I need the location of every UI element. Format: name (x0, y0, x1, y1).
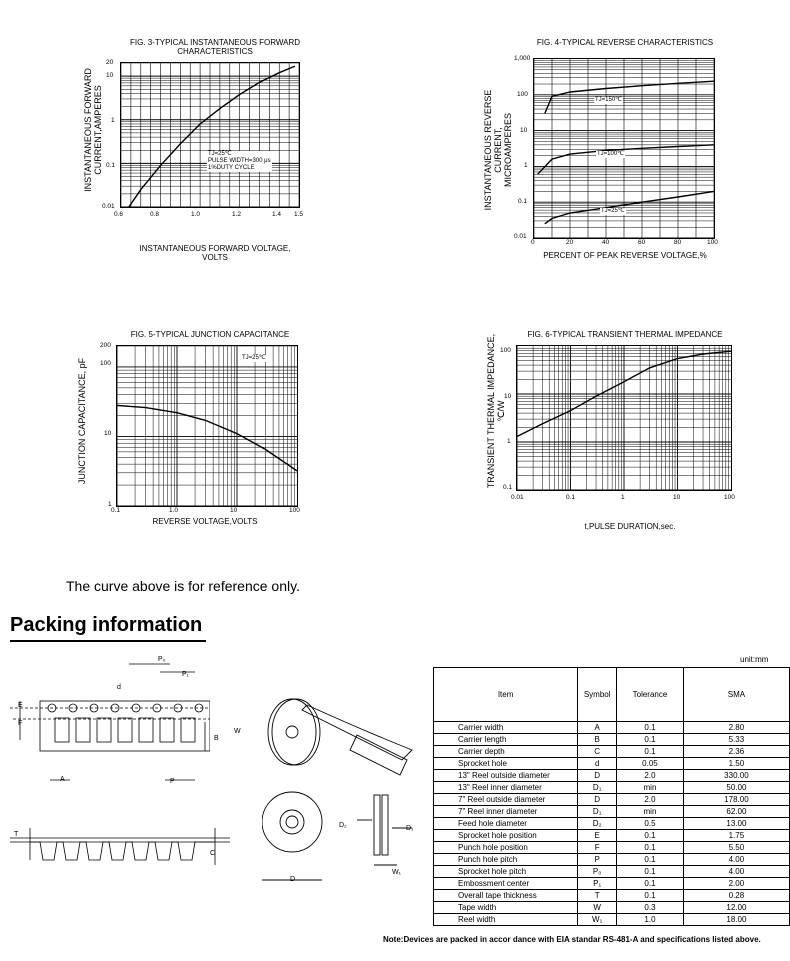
item-cell: 13" Reel inner diameter (434, 782, 578, 794)
fig5-plot (116, 345, 298, 507)
symbol-cell: E (578, 830, 617, 842)
sma-cell: 1.50 (683, 758, 789, 770)
fig6-xlabel: t,PULSE DURATION,sec. (584, 522, 676, 531)
tape-pocket (76, 718, 90, 742)
fig4-note-150: TJ=150℃ (595, 97, 622, 103)
item-cell: Reel width (434, 914, 578, 926)
fig3-ytick: 10 (106, 72, 114, 79)
sma-cell: 13.00 (683, 818, 789, 830)
fig6-ytick: 0.1 (503, 484, 513, 491)
fig4-ytick: 1,000 (514, 55, 531, 62)
table-row (434, 914, 790, 926)
tape-pocket (118, 718, 132, 742)
item-cell: Sprocket hole position (434, 830, 578, 842)
table-row (434, 734, 790, 746)
dim-t-label: T (14, 831, 19, 838)
symbol-cell: P (578, 854, 617, 866)
fig4-xtick: 80 (674, 239, 682, 246)
sma-cell: 5.50 (683, 842, 789, 854)
table-row (434, 722, 790, 734)
tolerance-cell: 0.1 (617, 746, 684, 758)
item-cell: 13" Reel outside diameter (434, 770, 578, 782)
symbol-cell: P₁ (578, 878, 617, 890)
item-cell: Punch hole position (434, 842, 578, 854)
fig5-xlabel: REVERSE VOLTAGE,VOLTS (152, 517, 258, 526)
item-cell: Feed hole diameter (434, 818, 578, 830)
fig6-title: FIG. 6-TYPICAL TRANSIENT THERMAL IMPEDANCE (527, 330, 723, 339)
fig4-note-25: TJ=25℃ (601, 208, 625, 214)
item-cell: 7" Reel outside diameter (434, 794, 578, 806)
tolerance-cell: 0.1 (617, 830, 684, 842)
tape-side-view-drawing (10, 820, 230, 880)
item-cell: Carrier length (434, 734, 578, 746)
tape-top-view-drawing (10, 650, 210, 790)
fig3-title: FIG. 3-TYPICAL INSTANTANEOUS FORWARD CHARACTERISTICS (129, 38, 301, 56)
packing-footnote: Note:Devices are packed in accor dance with EIA standar RS-481-A and specifications listed above. (383, 935, 761, 944)
fig4-xtick: 100 (707, 239, 718, 246)
col-symbol-header: Symbol (578, 668, 617, 722)
table-row (434, 854, 790, 866)
fig3-xtick: 1.2 (232, 211, 242, 218)
fig3-xtick: 1.5 (294, 211, 304, 218)
sma-cell: 0.28 (683, 890, 789, 902)
sma-cell: 62.00 (683, 806, 789, 818)
symbol-cell: P₀ (578, 866, 617, 878)
fig4-xtick: 60 (638, 239, 646, 246)
fig4-xtick: 40 (602, 239, 610, 246)
fig6-ytick: 10 (504, 393, 512, 400)
symbol-cell: F (578, 842, 617, 854)
fig4-xtick: 20 (566, 239, 574, 246)
table-row (434, 782, 790, 794)
fig5-svg (117, 346, 297, 506)
table-row (434, 818, 790, 830)
sma-cell: 50.00 (683, 782, 789, 794)
fig3-ytick: 0.01 (102, 203, 115, 210)
fig4-ytick: 0.01 (514, 233, 527, 240)
fig5-title: FIG. 5-TYPICAL JUNCTION CAPACITANCE (130, 330, 290, 339)
fig3-xtick: 0.8 (150, 211, 160, 218)
fig3-ytick: 1 (111, 117, 115, 124)
fig3-ytick: 20 (106, 59, 114, 66)
col-sma-header: SMA (683, 668, 789, 722)
dim-d1-label: D₁ (406, 825, 414, 832)
col-tolerance-header: Tolerance (617, 668, 684, 722)
fig5-xtick: 10 (230, 507, 238, 514)
tolerance-cell: 0.3 (617, 902, 684, 914)
fig6-ylabel: TRANSIENT THERMAL IMPEDANCE, ℃/W (486, 333, 506, 489)
packing-title-underline (10, 640, 206, 642)
col-item-header: Item (434, 668, 578, 722)
fig3-curve (129, 66, 295, 207)
dim-w1-label: W₁ (392, 869, 401, 876)
item-cell: 7" Reel inner diameter (434, 806, 578, 818)
fig6-plot (516, 345, 732, 491)
fig6-ytick: 1 (507, 438, 511, 445)
fig3-ylabel: INSTANTANEOUS FORWARD CURRENT,AMPERES (83, 68, 103, 192)
fig4-ytick: 1 (524, 162, 528, 169)
table-row (434, 830, 790, 842)
fig6-svg (517, 346, 731, 490)
fig6-xtick: 0.01 (511, 494, 524, 501)
table-row (434, 746, 790, 758)
fig5-ylabel: JUNCTION CAPACITANCE, pF (77, 357, 87, 485)
symbol-cell: D₁ (578, 806, 617, 818)
table-row (434, 890, 790, 902)
fig3-xtick: 0.6 (114, 211, 124, 218)
symbol-cell: A (578, 722, 617, 734)
fig6-xtick: 0.1 (566, 494, 576, 501)
tape-pocket (160, 718, 174, 742)
fig3-xtick: 1.0 (191, 211, 201, 218)
dim-e-label: E (18, 702, 23, 709)
tolerance-cell: 0.1 (617, 734, 684, 746)
dim-w-label: W (234, 728, 241, 735)
sma-cell: 2.36 (683, 746, 789, 758)
dim-p0-label: P₀ (158, 656, 166, 663)
tolerance-cell: 1.0 (617, 914, 684, 926)
fig4-ytick: 0.1 (518, 198, 528, 205)
fig4-ytick: 100 (517, 91, 528, 98)
sma-cell: 2.00 (683, 878, 789, 890)
tolerance-cell: 0.1 (617, 890, 684, 902)
item-cell: Sprocket hole (434, 758, 578, 770)
fig3-svg (121, 63, 299, 207)
table-row (434, 842, 790, 854)
fig5-ytick: 200 (100, 342, 111, 349)
sma-cell: 178.00 (683, 794, 789, 806)
packing-title: Packing information (10, 614, 203, 636)
fig4-ylabel: INSTANTANEOUS REVERSE CURRENT, MICROAMPERES (483, 89, 513, 211)
tape-pocket (97, 718, 111, 742)
table-row (434, 758, 790, 770)
tape-pocket (55, 718, 69, 742)
table-row (434, 794, 790, 806)
item-cell: Overall tape thickness (434, 890, 578, 902)
tolerance-cell: min (617, 782, 684, 794)
table-row (434, 902, 790, 914)
dim-p1-label: P₁ (182, 671, 190, 678)
fig3-xlabel: INSTANTANEOUS FORWARD VOLTAGE, VOLTS (139, 244, 291, 262)
item-cell: Carrier width (434, 722, 578, 734)
unit-label: unit:mm (740, 655, 769, 664)
sma-cell: 330.00 (683, 770, 789, 782)
fig5-ytick: 10 (104, 430, 112, 437)
symbol-cell: T (578, 890, 617, 902)
dim-d-reel-label: D (290, 876, 296, 883)
packing-spec-body (434, 722, 790, 926)
item-cell: Embossment center (434, 878, 578, 890)
tolerance-cell: 0.1 (617, 842, 684, 854)
table-row (434, 806, 790, 818)
table-header-row (434, 668, 790, 722)
fig6-ytick: 100 (500, 347, 511, 354)
tolerance-cell: 0.05 (617, 758, 684, 770)
table-row (434, 878, 790, 890)
symbol-cell: D₂ (578, 818, 617, 830)
fig5-ytick: 1 (108, 501, 112, 508)
fig4-xlabel: PERCENT OF PEAK REVERSE VOLTAGE,% (543, 251, 707, 260)
fig5-xtick: 1.0 (169, 507, 179, 514)
dim-d-label: d (117, 684, 121, 691)
packing-spec-table (433, 667, 790, 926)
fig3-plot (120, 62, 300, 208)
sma-cell: 5.33 (683, 734, 789, 746)
sma-cell: 2.80 (683, 722, 789, 734)
tolerance-cell: min (617, 806, 684, 818)
fig5-curve (117, 405, 297, 471)
item-cell: Punch hole pitch (434, 854, 578, 866)
symbol-cell: d (578, 758, 617, 770)
sma-cell: 18.00 (683, 914, 789, 926)
fig5-xtick: 100 (289, 507, 300, 514)
fig4-plot (533, 58, 715, 239)
tolerance-cell: 0.5 (617, 818, 684, 830)
tape-pocket (181, 718, 195, 742)
symbol-cell: W (578, 902, 617, 914)
dim-p-label: P (170, 778, 175, 785)
dim-c-label: C (210, 850, 216, 857)
fig5-ytick: 100 (100, 360, 111, 367)
item-cell: Carrier depth (434, 746, 578, 758)
symbol-cell: D (578, 794, 617, 806)
fig5-note: TJ=25℃ (242, 355, 266, 361)
symbol-cell: D₁ (578, 782, 617, 794)
tolerance-cell: 0.1 (617, 722, 684, 734)
fig6-xtick: 10 (673, 494, 681, 501)
fig3-ytick: 0.1 (106, 162, 116, 169)
reel-drawing (262, 690, 417, 890)
sma-cell: 4.00 (683, 866, 789, 878)
fig4-xtick: 0 (531, 239, 535, 246)
dim-d2-label: D₂ (339, 822, 347, 829)
reference-note: The curve above is for reference only. (66, 578, 300, 594)
fig6-xtick: 1 (621, 494, 625, 501)
sma-cell: 12.00 (683, 902, 789, 914)
dim-a-label: A (60, 776, 65, 783)
symbol-cell: C (578, 746, 617, 758)
dim-b-label: B (214, 735, 219, 742)
tolerance-cell: 0.1 (617, 866, 684, 878)
tolerance-cell: 2.0 (617, 794, 684, 806)
table-row (434, 770, 790, 782)
sma-cell: 1.75 (683, 830, 789, 842)
tolerance-cell: 0.1 (617, 878, 684, 890)
symbol-cell: W₁ (578, 914, 617, 926)
fig3-xtick: 1.4 (272, 211, 282, 218)
tape-pocket (139, 718, 153, 742)
symbol-cell: D (578, 770, 617, 782)
item-cell: Tape width (434, 902, 578, 914)
sma-cell: 4.00 (683, 854, 789, 866)
item-cell: Sprocket hole pitch (434, 866, 578, 878)
fig3-note: TJ=25℃ PULSE WIDTH=300 μs 1%DUTY CYCLE (208, 151, 271, 171)
fig4-note-100: TJ=100℃ (597, 151, 624, 157)
dim-f-label: F (18, 720, 23, 727)
tolerance-cell: 2.0 (617, 770, 684, 782)
fig5-xtick: 0.1 (111, 507, 121, 514)
fig6-xtick: 100 (724, 494, 735, 501)
tolerance-cell: 0.1 (617, 854, 684, 866)
table-row (434, 866, 790, 878)
symbol-cell: B (578, 734, 617, 746)
fig4-title: FIG. 4-TYPICAL REVERSE CHARACTERISTICS (536, 38, 714, 47)
fig4-ytick: 10 (520, 127, 528, 134)
